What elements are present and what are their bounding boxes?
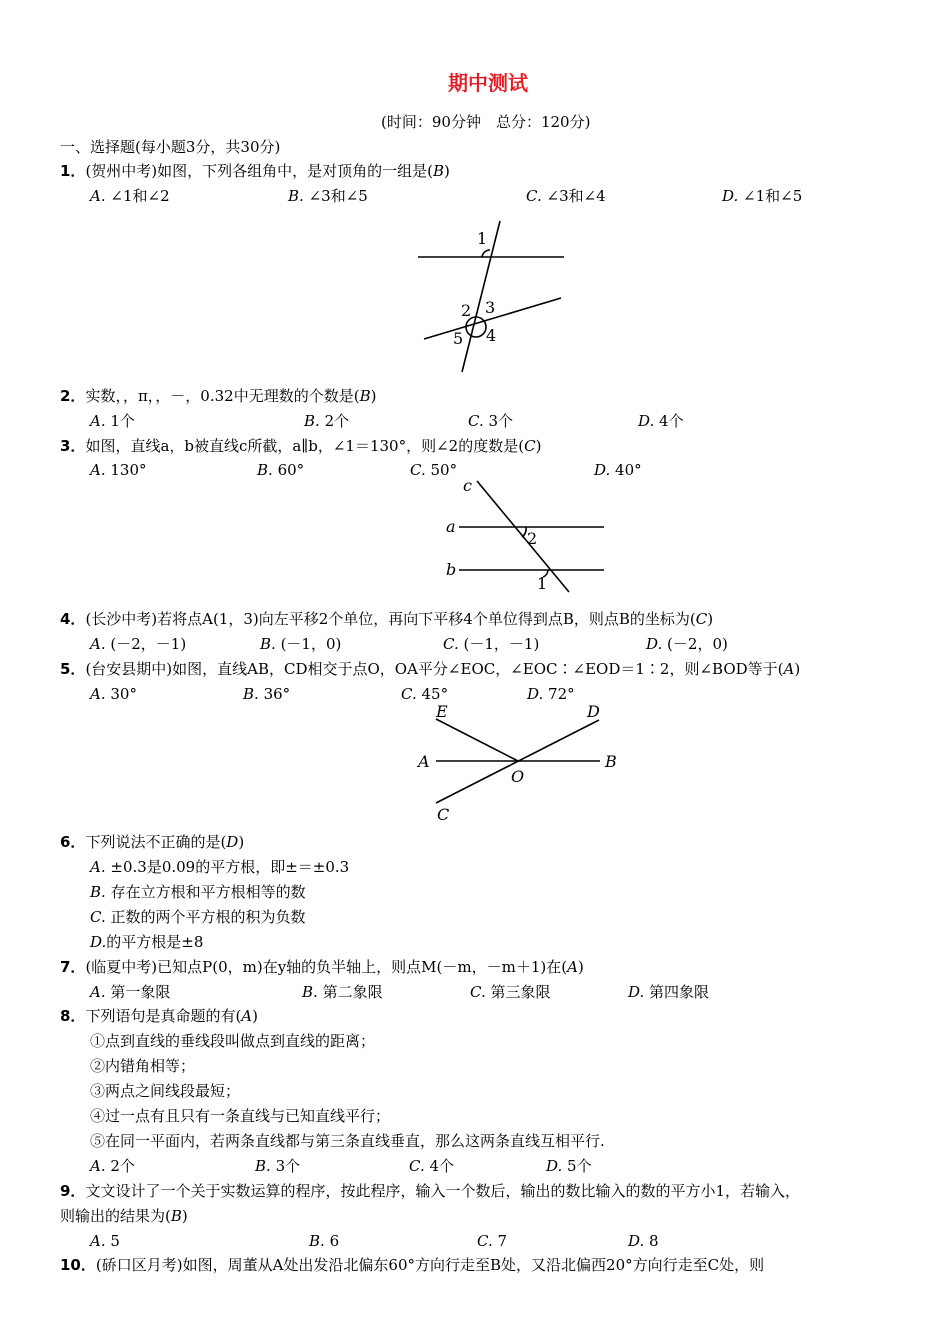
option-c: C. ∠3和∠4 [526,187,606,205]
option-c: C. 正数的两个平方根的积为负数 [90,908,306,926]
question-4-stem: 4．(长沙中考)若将点A(1，3)向左平移2个单位，再向下平移4个单位得到点B，则点B的坐标为(C) [60,610,714,628]
option-d: D. 第四象限 [628,983,710,1001]
option-d: D. 40° [594,461,642,479]
question-8-stem: 8．下列语句是真命题的有(A) [60,1007,258,1025]
option-c: C. 7 [477,1232,508,1250]
option-b: B. 存在立方根和平方根相等的数 [90,883,306,901]
question-number: 9． [60,1182,86,1200]
page-title: 期中测试 [448,71,528,95]
option-b: B. ∠3和∠5 [288,187,368,205]
answer: A [241,1007,253,1025]
option-d: D. 4个 [638,412,684,430]
option-d: D. (－2，0) [646,635,728,653]
answer: C [695,610,708,628]
question-number: 1． [60,162,86,180]
question-9-stem-cont: 则输出的结果为(B) [60,1207,188,1225]
option-c: C. 45° [401,685,449,703]
option-c: C. 4个 [409,1157,455,1175]
point-label: E [436,702,448,721]
angle-label: 4 [486,326,497,345]
answer: C [524,437,536,455]
angle-label: 2 [527,529,538,548]
line-label: a [446,517,456,536]
answer: B [170,1207,182,1225]
option-a: A. 1个 [90,412,135,430]
option-b: B. 6 [309,1232,340,1250]
line-label: b [446,560,457,579]
point-label: D [587,702,600,721]
option-b: B. 3个 [255,1157,301,1175]
statement: ⑤在同一平面内，若两条直线都与第三条直线垂直，那么这两条直线互相平行. [90,1132,605,1150]
line-label: c [463,476,472,495]
question-number: 2． [60,387,86,405]
answer: B [433,162,445,180]
statement: ①点到直线的垂线段叫做点到直线的距离； [90,1032,376,1050]
option-d: D.的平方根是±8 [90,933,204,951]
question-number: 3． [60,437,86,455]
option-b: B. (－1，0) [260,635,342,653]
angle-label: 2 [461,301,472,320]
option-a: A. 5 [90,1232,120,1250]
option-a: A. 2个 [90,1157,135,1175]
question-6-stem: 6．下列说法不正确的是(D) [60,833,245,851]
question-7-stem: 7．(临夏中考)已知点P(0，m)在y轴的负半轴上，则点M(－m，－m＋1)在(A) [60,958,584,976]
option-c: C. (－1，－1) [443,635,540,653]
question-number: 4． [60,610,86,628]
option-d: D. ∠1和∠5 [722,187,803,205]
answer: D [226,833,239,851]
option-a: A. 第一象限 [90,983,171,1001]
angle-label: 1 [537,574,548,593]
option-a: A. (－2，－1) [90,635,187,653]
point-label: O [511,767,525,786]
option-b: B. 第二象限 [302,983,383,1001]
question-10-stem: 10．(硚口区月考)如图，周董从A处出发沿北偏东60°方向行走至B处，又沿北偏西20°方向行走至C处，则 [60,1256,765,1274]
question-number: 5． [60,660,86,678]
option-d: D. 72° [527,685,575,703]
angle-label: 1 [477,229,488,248]
exam-info: (时间：90分钟 总分：120分) [381,113,591,131]
option-c: C. 50° [410,461,458,479]
option-a: A. ±0.3是0.09的平方根，即±＝±0.3 [90,858,350,876]
point-label: C [437,805,450,824]
option-d: D. 8 [628,1232,659,1250]
point-label: B [605,752,617,771]
statement: ④过一点有且只有一条直线与已知直线平行； [90,1107,391,1125]
answer: B [359,387,371,405]
answer: A [783,660,795,678]
statement: ③两点之间线段最短； [90,1082,241,1100]
option-a: A. 30° [90,685,137,703]
question-number: 7． [60,958,86,976]
point-label: A [418,752,430,771]
option-c: C. 第三象限 [470,983,551,1001]
answer: A [567,958,578,976]
question-number: 6． [60,833,86,851]
option-c: C. 3个 [468,412,514,430]
statement: ②内错角相等； [90,1057,196,1075]
question-9-stem: 9．文文设计了一个关于实数运算的程序，按此程序，输入一个数后，输出的数比输入的数的平方小1，若输入， [60,1182,800,1200]
question-5-stem: 5．(台安县期中)如图，直线AB，CD相交于点O，OA平分∠EOC，∠EOC∶∠EOD＝1∶2，则∠BOD等于(A) [60,660,801,678]
question-number: 8． [60,1007,86,1025]
option-b: B. 60° [257,461,305,479]
angle-label: 3 [485,298,496,317]
question-1-stem: 1．(贺州中考)如图，下列各组角中，是对顶角的一组是(B) [60,162,450,180]
question-2-stem: 2．实数，，π，，－，0.32中无理数的个数是(B) [60,387,377,405]
question-3-stem: 3．如图，直线a，b被直线c所截，a∥b，∠1＝130°，则∠2的度数是(C) [60,437,542,455]
angle-label: 5 [453,329,464,348]
option-b: B. 36° [243,685,291,703]
section-heading: 一、选择题(每小题3分，共30分) [60,138,281,156]
option-a: A. 130° [90,461,147,479]
figure-line [436,719,518,761]
option-a: A. ∠1和∠2 [90,187,170,205]
option-b: B. 2个 [304,412,350,430]
question-number: 10． [60,1256,96,1274]
option-d: D. 5个 [546,1157,592,1175]
